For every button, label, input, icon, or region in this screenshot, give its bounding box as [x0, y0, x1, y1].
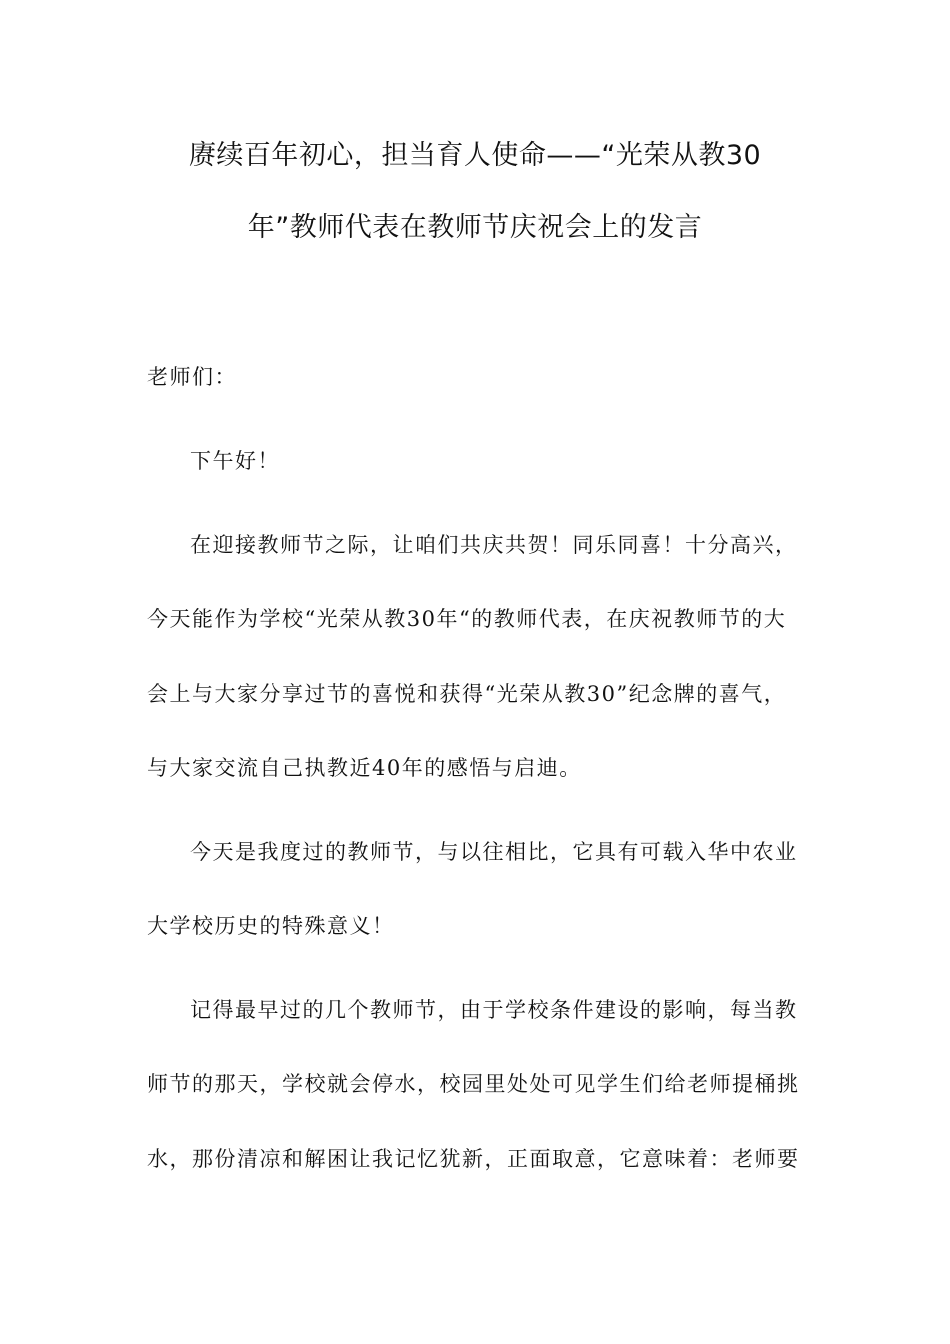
- para1-line-3: 会上与大家分享过节的喜悦和获得“光荣从教30”纪念牌的喜气，: [147, 682, 787, 706]
- para3-line-3: 水，那份清凉和解困让我记忆犹新，正面取意，它意味着：老师要: [147, 1147, 800, 1171]
- para3-line-2: 师节的那天，学校就会停水，校园里处处可见学生们给老师提桶挑: [147, 1072, 800, 1096]
- para3-line-1: 记得最早过的几个教师节，由于学校条件建设的影响，每当教: [190, 998, 798, 1022]
- salutation: 老师们：: [147, 365, 237, 389]
- para1-line-2: 今天能作为学校“光荣从教30年“的教师代表，在庆祝教师节的大: [147, 607, 787, 631]
- para1-line-4: 与大家交流自己执教近40年的感悟与启迪。: [147, 756, 582, 780]
- greeting: 下午好！: [190, 449, 280, 473]
- title-line-1: 赓续百年初心，担当育人使命——“光荣从教30: [188, 140, 762, 171]
- para2-line-1: 今天是我度过的教师节，与以往相比，它具有可载入华中农业: [190, 840, 798, 864]
- para1-line-1: 在迎接教师节之际，让咱们共庆共贺！同乐同喜！十分高兴，: [190, 533, 798, 557]
- para2-line-2: 大学校历史的特殊意义！: [147, 914, 395, 938]
- title-line-2: 年”教师代表在教师节庆祝会上的发言: [247, 212, 703, 243]
